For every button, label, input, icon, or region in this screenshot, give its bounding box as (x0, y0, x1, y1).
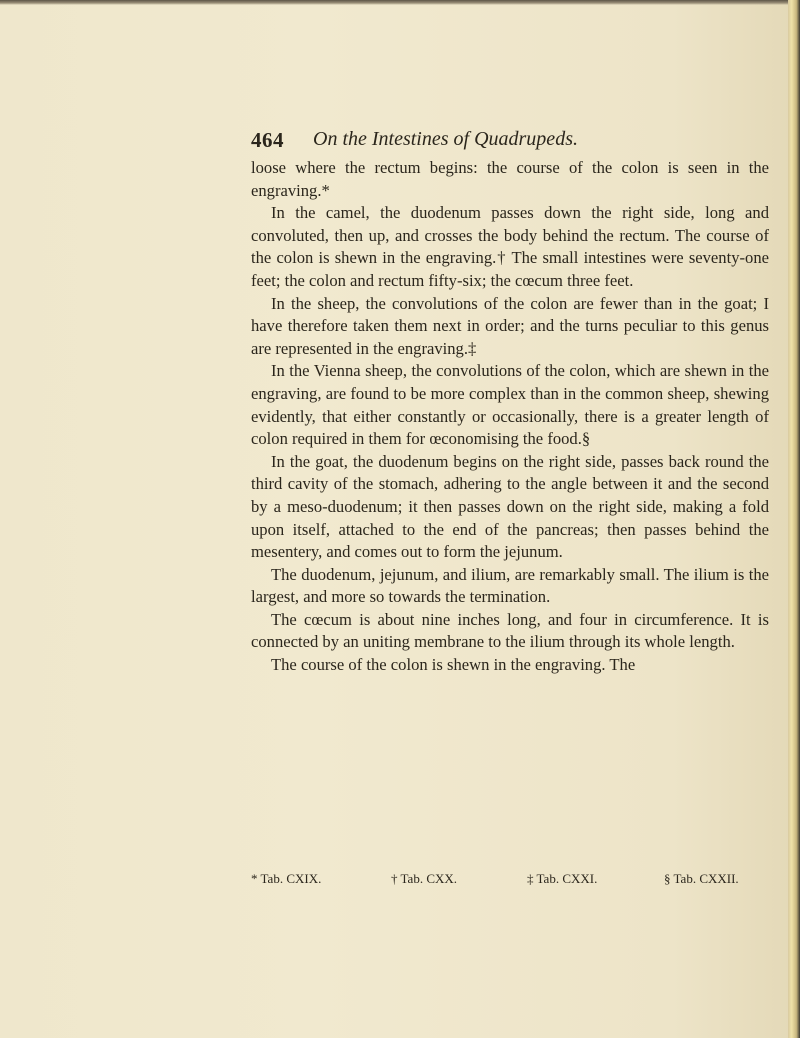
footnotes (251, 871, 769, 891)
footnote: * Tab. CXIX. (251, 871, 322, 886)
running-title: On the Intestines of Quadrupeds. (313, 128, 578, 150)
paragraph: In the sheep, the convolutions of the colon are fewer than in the goat; I have therefore taken them next in order; and the turns peculiar to this genus are represented in the engraving.‡ (251, 293, 769, 358)
paragraph: In the goat, the duodenum begins on the right side, passes back round the third cavity of the stomach, adhering to the angle between it and the second by a meso-duodenum; it then passes down on the right side, making a fold upon itself, attached to the end of the pancreas; then passes behind the mesentery, and comes out to form the jejunum. (251, 451, 769, 562)
paragraph: In the camel, the duodenum passes down the right side, long and convoluted, then up, and crosses the body behind the rectum. The course of the colon is shewn in the engraving.† The small intestines were seventy-one feet; the colon and rectum fifty-six; the cœcum three feet. (251, 203, 769, 290)
page-top-edge (0, 0, 800, 5)
page-header (251, 128, 771, 158)
paragraph: loose where the rectum begins: the course of the colon is seen in the engraving.* (251, 158, 769, 200)
paragraph: The duodenum, jejunum, and ilium, are remarkably small. The ilium is the largest, and more so towards the termination. (251, 564, 769, 607)
paragraph: The cœcum is about nine inches long, and four in circumference. It is connected by an uniting membrane to the ilium through its whole length. (251, 609, 769, 652)
footnote: ‡ Tab. CXXI. (527, 871, 598, 886)
book-spine-edge (788, 0, 800, 1038)
paragraph: The course of the colon is shewn in the engraving. The (271, 655, 636, 675)
footnote: † Tab. CXX. (391, 871, 458, 886)
body-text (251, 157, 769, 677)
page-number: 464 (251, 128, 284, 152)
footnote: § Tab. CXXII. (664, 871, 739, 886)
paragraph: In the Vienna sheep, the convolutions of the colon, which are shewn in the engraving, are found to be more complex than in the common sheep, shewing evidently, that either constantly or occasionally, there is a greater length of colon required in them for œconomising the food.§ (251, 361, 769, 449)
